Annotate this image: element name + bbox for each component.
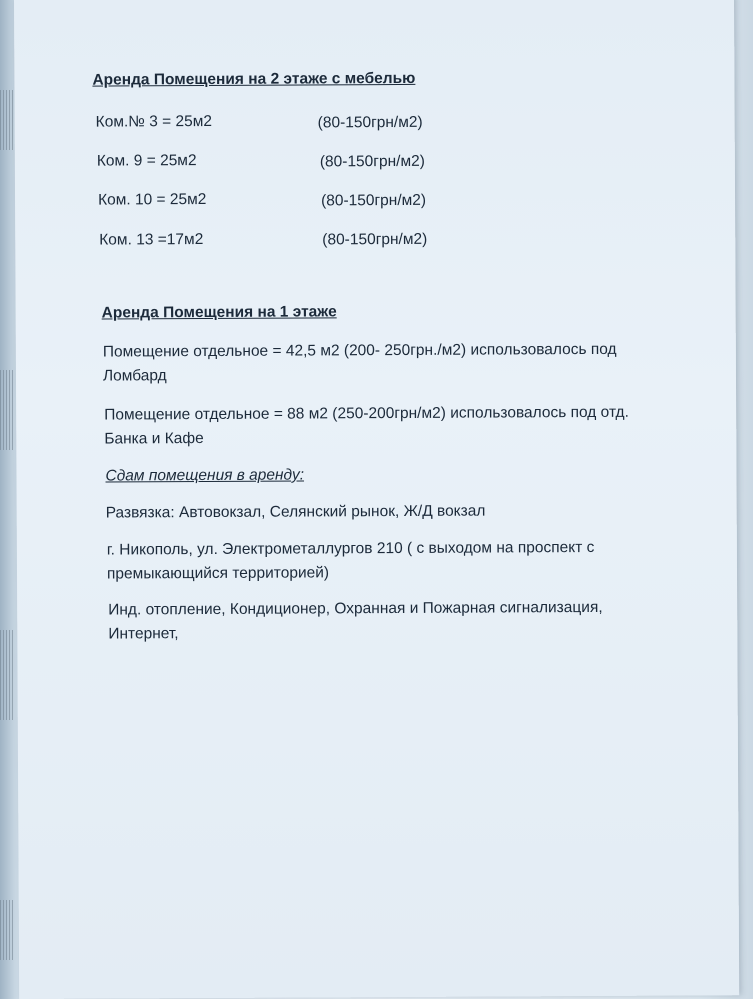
premise-2-line1: Помещение отдельное = 88 м2 (250-200грн/м2) использовалось под отд. xyxy=(104,403,629,424)
offer-location: Развязка: Автовокзал, Селянский рынок, Ж/Д вокзал xyxy=(105,502,486,522)
binder-edge xyxy=(0,630,14,720)
room-9-size: Ком. 9 = 25м2 xyxy=(96,152,197,170)
offer-amenities-line2: Интернет, xyxy=(108,625,179,643)
binder-edge xyxy=(0,90,14,150)
room-10-size: Ком. 10 = 25м2 xyxy=(98,190,207,209)
room-9-price: (80-150грн/м2) xyxy=(319,152,425,171)
offer-address-line2: премыкающийся территорией) xyxy=(106,564,330,583)
premise-1-line1: Помещение отдельное = 42,5 м2 (200- 250грн./м2) использовалось под xyxy=(102,340,617,361)
room-13-price: (80-150грн/м2) xyxy=(322,230,428,249)
room-13-size: Ком. 13 =17м2 xyxy=(99,231,204,249)
premise-2-line2: Банка и Кафе xyxy=(104,430,204,448)
binder-edge xyxy=(0,370,14,450)
binder-edge xyxy=(0,900,14,960)
offer-address-line1: г. Никополь, ул. Электрометаллургов 210 ( с выходом на проспект с xyxy=(106,538,595,559)
section1-heading: Аренда Помещения на 2 этаже с мебелью xyxy=(92,69,416,89)
paper-sheet xyxy=(14,0,739,999)
premise-1-line2: Ломбард xyxy=(102,367,167,385)
offer-title: Сдам помещения в аренду: xyxy=(105,466,305,485)
room-3-size: Ком.№ 3 = 25м2 xyxy=(95,112,213,131)
offer-amenities-line1: Инд. отопление, Кондиционер, Охранная и Пожарная сигнализация, xyxy=(108,598,603,619)
room-3-price: (80-150грн/м2) xyxy=(317,113,423,132)
room-10-price: (80-150грн/м2) xyxy=(321,191,427,210)
section2-heading: Аренда Помещения на 1 этаже xyxy=(101,303,337,322)
